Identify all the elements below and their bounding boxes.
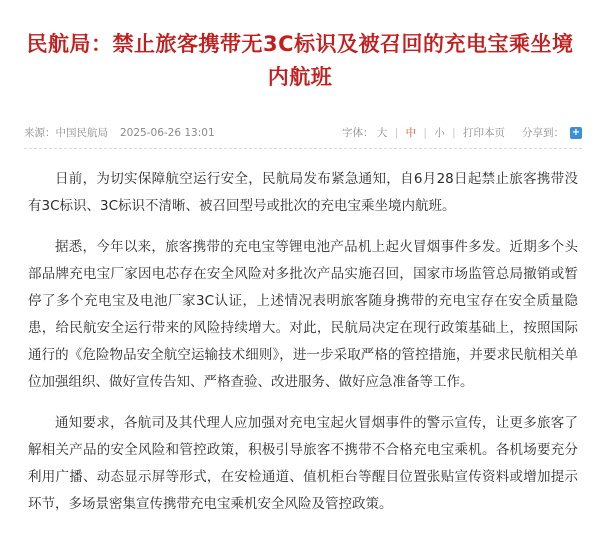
article-paragraph: 日前，为切实保障航空运行安全，民航局发布紧急通知，自6月28日起禁止旅客携带没有3C标识、3C标识不清晰、被召回型号或批次的充电宝乘坐境内航班。 [28,171,578,214]
article-title-line-1: 民航局：禁止旅客携带无3C标识及被召回的充电宝乘坐境 [26,32,574,57]
meta-divider [24,148,582,149]
separator: | [452,127,456,139]
font-size-large-link[interactable]: 大 [376,127,388,139]
article-title-line-2: 内航班 [267,65,333,90]
font-size-controls [342,122,505,144]
share-controls [522,122,582,144]
article-date: 2025-06-26 13:01 [120,127,215,139]
article-paragraph: 通知要求，各航司及其代理人应加强对充电宝起火冒烟事件的警示宣传，让更多旅客了解相关产品的安全风险和管控政策，积极引导旅客不携带不合格充电宝乘机。各机场要充分利用广播、动态显示屏等形式，在安检通道、值机柜台等醒目位置张贴宣传资料或增加提示环节，多场景密集宣传携带充电宝乘机安全风险及管控政策。 [28,415,578,512]
print-page-link[interactable]: 打印本页 [463,127,506,139]
share-label: 分享到： [522,127,564,139]
article-source-info [24,122,215,144]
font-size-small-link[interactable]: 小 [434,127,445,139]
share-plus-icon[interactable]: + [571,127,581,138]
article-source: 来源：中国民航局 [24,127,108,139]
font-size-label: 字体： [342,127,374,139]
article-body [28,166,578,532]
separator: | [423,127,427,139]
separator: | [394,127,399,139]
article-paragraph: 据悉，今年以来，旅客携带的充电宝等锂电池产品机上起火冒烟事件多发。近期多个头部品牌充电宝厂家因电芯存在安全风险对多批次产品实施召回，国家市场监管总局撤销或暂停了多个充电宝及电池厂家3C认证，上述情况表明旅客随身携带的充电宝存在安全质量隐患，给民航安全运行带来的风险持续增大。对此，民航局决定在现行政策基础上，按照国际通行的《危险物品安全航空运输技术细则》，进一步采取严格的管控措施，并要求民航相关单位加强组织、做好宣传告知、严格查验、改进服务、做好应急准备等工作。 [28,239,578,390]
article-title [0,28,600,94]
font-size-medium-link[interactable]: 中 [405,127,417,139]
article-meta-bar [24,122,582,144]
